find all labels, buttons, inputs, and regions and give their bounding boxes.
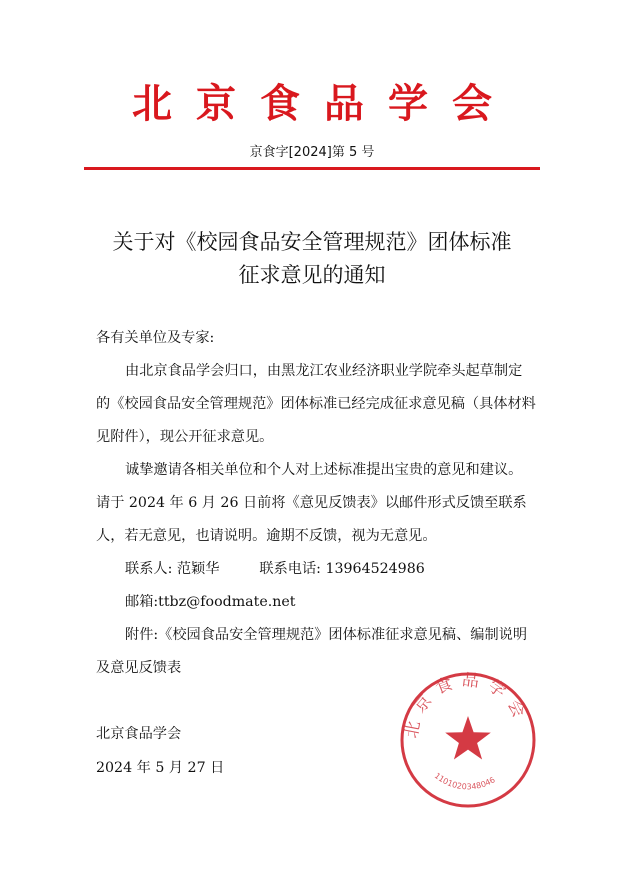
attachment-note: 附件:《校园食品安全管理规范》团体标准征求意见稿、编制说明及意见反馈表	[96, 627, 528, 676]
header-divider	[84, 167, 540, 170]
notice-title-line1: 关于对《校园食品安全管理规范》团体标准	[112, 230, 512, 254]
contact-line	[96, 553, 536, 586]
signoff-organization: 北京食品学会	[96, 726, 182, 742]
salutation: 各有关单位及专家:	[96, 330, 215, 346]
org-title: 北京食品学会	[132, 81, 516, 127]
document-number: 京食字[2024]第 5 号	[249, 145, 375, 160]
signoff-date: 2024 年 5 月 27 日	[96, 760, 225, 776]
notice-title-line2: 征求意见的通知	[238, 263, 386, 287]
paragraph-intro: 由北京食品学会归口，由黑龙江农业经济职业学院牵头起草制定的《校园食品安全管理规范》团体标准已经完成征求意见稿（具体材料见附件），现公开征求意见。	[96, 363, 536, 445]
seal-arc-text: 北京食品学会	[401, 670, 533, 740]
contact-person: 联系人: 范颖华	[125, 561, 220, 577]
contact-email: 邮箱:ttbz@foodmate.net	[125, 594, 296, 610]
contact-phone: 联系电话: 13964524986	[259, 561, 425, 577]
paragraph-request: 诚挚邀请各相关单位和个人对上述标准提出宝贵的意见和建议。请于 2024 年 6 月 26 日前将《意见反馈表》以邮件形式反馈至联系人，若无意见，也请说明。逾期不反馈，视为无意见。	[96, 462, 527, 544]
seal-code: 1101020348046	[432, 771, 497, 792]
notice-title	[60, 226, 564, 292]
